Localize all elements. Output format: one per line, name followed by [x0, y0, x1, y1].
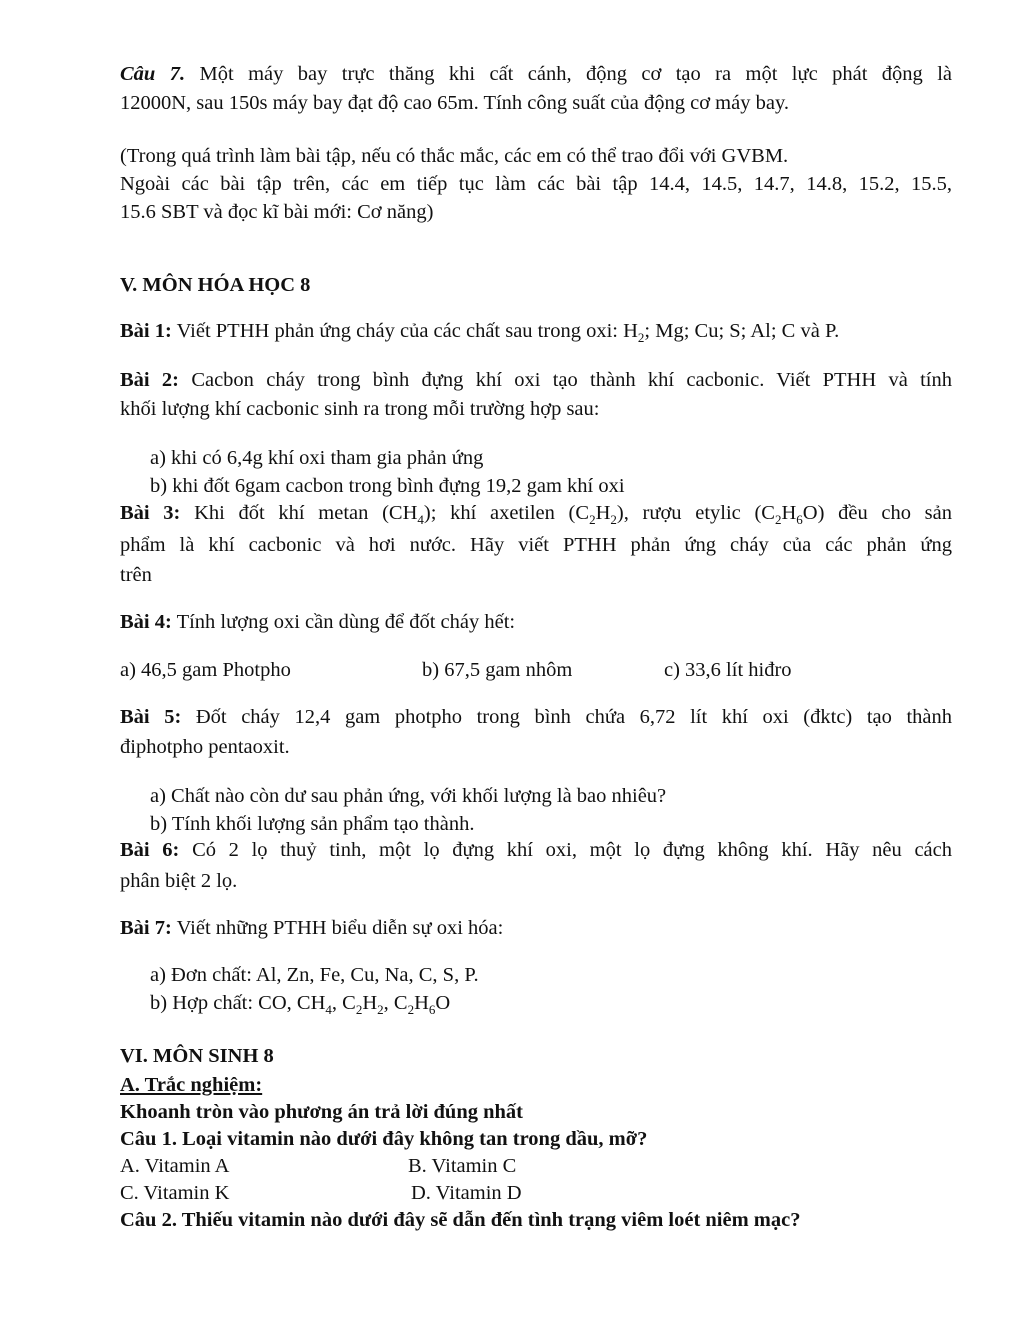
note-line2: Ngoài các bài tập trên, các em tiếp tục làm các bài tập 14.4, 14.5, 14.7, 14.8, 15.2, 15.5, — [120, 173, 952, 195]
b7b-s1: 4 — [325, 1002, 332, 1017]
chem-b3-line2: phẩm là khí cacbonic và hơi nước. Hãy viết PTHH phản ứng cháy của các phản ứng — [120, 534, 952, 556]
b5-text: Đốt cháy 12,4 gam photpho trong bình chứa 6,72 lít khí oxi (đktc) tạo thành — [195, 706, 953, 728]
b7b-t6: O — [435, 992, 451, 1014]
b7b-t5: H — [414, 992, 429, 1014]
b3-t6: O) đều cho sản — [802, 502, 953, 524]
b4-text: Tính lượng oxi cần dùng để đốt cháy hết: — [176, 611, 516, 633]
b7b-t4: , C — [383, 992, 408, 1014]
b3-t4: ), rượu etylic (C — [616, 502, 775, 524]
b5-label: Bài 5: — [120, 706, 182, 728]
note-line3: 15.6 SBT và đọc kĩ bài mới: Cơ năng) — [120, 201, 434, 223]
chem-b2-line2: khối lượng khí cacbonic sinh ra trong mỗi trường hợp sau: — [120, 398, 600, 420]
biology-q2: Câu 2. Thiếu vitamin nào dưới đây sẽ dẫn đến tình trạng viêm loét niêm mạc? — [120, 1209, 801, 1231]
chem-b2-line1 — [120, 366, 952, 395]
b7b-s4: 2 — [407, 1002, 415, 1017]
chem-b6-line2: phân biệt 2 lọ. — [120, 870, 238, 892]
biology-section-a: A. Trắc nghiệm: — [120, 1074, 263, 1096]
chem-b3-line1 — [120, 499, 952, 528]
chem-b4-c: c) 33,6 lít hiđro — [664, 659, 792, 681]
q7-text: Một máy bay trực thăng khi cất cánh, động cơ tạo ra một lực phát động là — [199, 63, 952, 85]
b6-label: Bài 6: — [120, 839, 180, 861]
b1-text-end: ; Mg; Cu; S; Al; C và P. — [644, 320, 840, 342]
chem-b2-b: b) khi đốt 6gam cacbon trong bình đựng 19,2 gam khí oxi — [150, 475, 625, 497]
b7b-s3: 2 — [377, 1002, 384, 1017]
b3-t2: ); khí axetilen (C — [423, 502, 590, 524]
b7-label: Bài 7: — [120, 917, 172, 939]
chemistry-heading: V. MÔN HÓA HỌC 8 — [120, 274, 311, 296]
q1-option-a: A. Vitamin A — [120, 1155, 230, 1177]
b3-s5: 6 — [796, 512, 803, 527]
chem-b7-b — [150, 989, 450, 1018]
b3-t1: Khi đốt khí metan (CH — [194, 502, 418, 524]
biology-instruction: Khoanh tròn vào phương án trả lời đúng nhất — [120, 1101, 523, 1123]
chem-b2-a: a) khi có 6,4g khí oxi tham gia phản ứng — [150, 447, 484, 469]
b1-text: Viết PTHH phản ứng cháy của các chất sau trong oxi: H — [176, 320, 638, 342]
biology-q1: Câu 1. Loại vitamin nào dưới đây không tan trong dầu, mỡ? — [120, 1128, 648, 1150]
chem-b5-a: a) Chất nào còn dư sau phản ứng, với khối lượng là bao nhiêu? — [150, 785, 667, 807]
chem-b1 — [120, 317, 839, 346]
chem-b4-b: b) 67,5 gam nhôm — [422, 659, 573, 681]
b3-s2: 2 — [589, 512, 596, 527]
b6-text: Có 2 lọ thuỷ tinh, một lọ đựng khí oxi, một lọ đựng không khí. Hãy nêu cách — [192, 839, 953, 861]
physics-q7-line2: 12000N, sau 150s máy bay đạt độ cao 65m. Tính công suất của động cơ máy bay. — [120, 92, 789, 114]
chem-b6-line1 — [120, 836, 952, 865]
b3-s1: 4 — [417, 512, 424, 527]
b7b-s5: 6 — [428, 1002, 436, 1017]
b2-text: Cacbon cháy trong bình đựng khí oxi tạo thành khí cacbonic. Viết PTHH và tính — [191, 369, 953, 391]
b7-text: Viết những PTHH biểu diễn sự oxi hóa: — [176, 917, 504, 939]
chem-b3-line3: trên — [120, 564, 152, 586]
chem-b4-a: a) 46,5 gam Photpho — [120, 659, 291, 681]
chem-b7 — [120, 914, 503, 943]
b3-s4: 2 — [774, 512, 782, 527]
b2-label: Bài 2: — [120, 369, 179, 391]
b1-sub: 2 — [637, 330, 645, 345]
note-line1: (Trong quá trình làm bài tập, nếu có thắc mắc, các em có thể trao đổi với GVBM. — [120, 145, 789, 167]
b3-label: Bài 3: — [120, 502, 181, 524]
q1-option-b: B. Vitamin C — [408, 1155, 517, 1177]
physics-q7-line1 — [120, 60, 952, 89]
b3-t3: H — [595, 502, 611, 524]
chem-b5-line1 — [120, 703, 952, 732]
b1-label: Bài 1: — [120, 320, 172, 342]
b3-t5: H — [781, 502, 797, 524]
chem-b4 — [120, 608, 515, 637]
b4-label: Bài 4: — [120, 611, 172, 633]
chem-b5-line2: điphotpho pentaoxit. — [120, 736, 290, 758]
b7b-t3: H — [362, 992, 378, 1014]
b7b-t2: , C — [331, 992, 356, 1014]
q1-option-d: D. Vitamin D — [411, 1182, 522, 1204]
chem-b7-a: a) Đơn chất: Al, Zn, Fe, Cu, Na, C, S, P. — [150, 964, 479, 986]
biology-heading: VI. MÔN SINH 8 — [120, 1045, 274, 1067]
b3-s3: 2 — [610, 512, 617, 527]
q7-label: Câu 7. — [120, 63, 186, 85]
chem-b5-b: b) Tính khối lượng sản phẩm tạo thành. — [150, 813, 475, 835]
q1-option-c: C. Vitamin K — [120, 1182, 230, 1204]
b7b-s2: 2 — [355, 1002, 363, 1017]
b7b-t1: b) Hợp chất: CO, CH — [150, 992, 326, 1014]
